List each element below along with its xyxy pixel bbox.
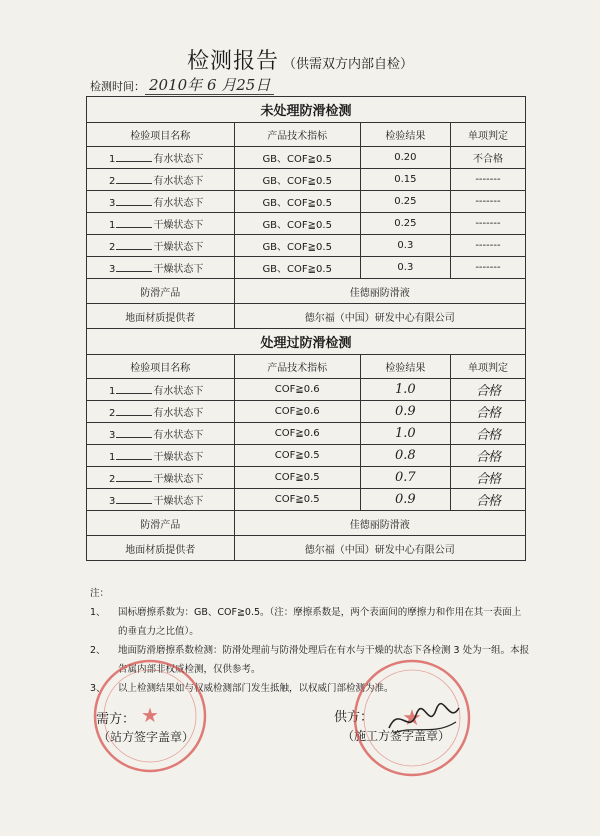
item-number: 1 <box>109 452 116 463</box>
item-number: 2 <box>109 408 116 419</box>
notes-section <box>90 584 530 698</box>
verdict-cell: 不合格 <box>450 147 525 169</box>
verdict-cell: 合格 <box>450 489 525 511</box>
note-item <box>90 641 530 679</box>
blank-line <box>116 450 152 460</box>
item-number: 2 <box>109 176 116 187</box>
table-row <box>87 191 526 213</box>
result-cell: 0.20 <box>360 147 450 169</box>
column-header: 产品技术指标 <box>234 355 360 379</box>
item-condition: 有水状态下 <box>153 198 204 209</box>
table-row <box>87 169 526 191</box>
table-row <box>87 147 526 169</box>
result-cell: 0.25 <box>360 191 450 213</box>
item-name-cell <box>87 445 235 467</box>
item-name-cell <box>87 489 235 511</box>
item-number: 3 <box>109 496 116 507</box>
note-item <box>90 679 530 698</box>
item-name-cell <box>87 257 235 279</box>
spec-cell: COF≧0.6 <box>234 423 360 445</box>
table-row <box>87 489 526 511</box>
note-text: 地面防滑磨擦系数检测：防滑处理前与防滑处理后在有水与干燥的状态下各检测 3 处为一组。本报告属内部非权威检测，仅供参考。 <box>118 645 530 675</box>
supply-signature-sub: （施工方签字盖章） <box>342 729 451 743</box>
item-condition: 干燥状态下 <box>153 474 204 485</box>
verdict-cell: ------- <box>450 191 525 213</box>
table-row <box>87 235 526 257</box>
spec-cell: GB、COF≧0.5 <box>234 257 360 279</box>
product-value: 佳德丽防滑液 <box>234 511 525 536</box>
title-main: 检测报告 <box>186 49 279 74</box>
note-item <box>90 603 530 641</box>
item-number: 1 <box>109 220 116 231</box>
blank-line <box>116 196 152 206</box>
verdict-cell: 合格 <box>450 379 525 401</box>
result-cell: 1.0 <box>360 379 450 401</box>
item-name-cell <box>87 213 235 235</box>
item-condition: 干燥状态下 <box>153 264 204 275</box>
title-subtitle: （供需双方内部自检） <box>283 57 414 72</box>
item-condition: 有水状态下 <box>153 154 204 165</box>
spec-cell: GB、COF≧0.5 <box>234 169 360 191</box>
blank-line <box>116 406 152 416</box>
result-cell: 1.0 <box>360 423 450 445</box>
spec-cell: COF≧0.5 <box>234 445 360 467</box>
result-cell: 0.9 <box>360 401 450 423</box>
treated-title-row <box>87 329 526 355</box>
untreated-provider-row <box>87 304 526 329</box>
inspection-date <box>90 74 274 95</box>
treated-header-row <box>87 355 526 379</box>
verdict-cell: ------- <box>450 213 525 235</box>
blank-line <box>116 472 152 482</box>
blank-line <box>116 262 152 272</box>
blank-line <box>116 152 152 162</box>
item-condition: 干燥状态下 <box>153 452 204 463</box>
item-name-cell <box>87 379 235 401</box>
untreated-product-row <box>87 279 526 304</box>
product-value: 佳德丽防滑液 <box>234 279 525 304</box>
treated-provider-row <box>87 536 526 561</box>
item-number: 3 <box>109 430 116 441</box>
spec-cell: COF≧0.5 <box>234 467 360 489</box>
table-row <box>87 467 526 489</box>
table-row <box>87 257 526 279</box>
svg-text:★: ★ <box>402 706 422 731</box>
treated-section-title: 处理过防滑检测 <box>87 329 526 355</box>
untreated-section-title: 未处理防滑检测 <box>87 97 526 123</box>
untreated-header-row <box>87 123 526 147</box>
column-header: 单项判定 <box>450 355 525 379</box>
result-cell: 0.9 <box>360 489 450 511</box>
spec-cell: GB、COF≧0.5 <box>234 235 360 257</box>
column-header: 检验项目名称 <box>87 123 235 147</box>
item-condition: 有水状态下 <box>153 176 204 187</box>
column-header: 检验项目名称 <box>87 355 235 379</box>
table-row <box>87 423 526 445</box>
spec-cell: GB、COF≧0.5 <box>234 147 360 169</box>
provider-value: 德尔福（中国）研发中心有限公司 <box>234 304 525 329</box>
note-number: 2、 <box>90 645 106 656</box>
spec-cell: GB、COF≧0.5 <box>234 213 360 235</box>
blank-line <box>116 428 152 438</box>
verdict-cell: ------- <box>450 235 525 257</box>
result-cell: 0.8 <box>360 445 450 467</box>
blank-line <box>116 494 152 504</box>
item-name-cell <box>87 147 235 169</box>
result-cell: 0.25 <box>360 213 450 235</box>
verdict-cell: ------- <box>450 169 525 191</box>
verdict-cell: ------- <box>450 257 525 279</box>
notes-label: 注： <box>90 588 110 599</box>
item-name-cell <box>87 467 235 489</box>
item-name-cell <box>87 401 235 423</box>
provider-label: 地面材质提供者 <box>87 536 235 561</box>
table-row <box>87 401 526 423</box>
item-number: 1 <box>109 154 116 165</box>
supply-signature-label: 供方： <box>334 710 374 725</box>
item-condition: 有水状态下 <box>153 430 204 441</box>
column-header: 检验结果 <box>360 355 450 379</box>
provider-label: 地面材质提供者 <box>87 304 235 329</box>
item-condition: 有水状态下 <box>153 386 204 397</box>
item-number: 2 <box>109 242 116 253</box>
column-header: 产品技术指标 <box>234 123 360 147</box>
treated-product-row <box>87 511 526 536</box>
provider-value: 德尔福（中国）研发中心有限公司 <box>234 536 525 561</box>
column-header: 单项判定 <box>450 123 525 147</box>
verdict-cell: 合格 <box>450 467 525 489</box>
demand-signature-sub: （站方签字盖章） <box>98 730 195 744</box>
verdict-cell: 合格 <box>450 423 525 445</box>
product-label: 防滑产品 <box>87 279 235 304</box>
table-row <box>87 445 526 467</box>
item-number: 2 <box>109 474 116 485</box>
result-cell: 0.3 <box>360 235 450 257</box>
blank-line <box>116 218 152 228</box>
column-header: 检验结果 <box>360 123 450 147</box>
date-label: 检测时间： <box>90 80 145 93</box>
table-row <box>87 379 526 401</box>
item-condition: 干燥状态下 <box>153 496 204 507</box>
result-cell: 0.15 <box>360 169 450 191</box>
item-name-cell <box>87 235 235 257</box>
report-table <box>86 96 526 561</box>
item-name-cell <box>87 191 235 213</box>
verdict-cell: 合格 <box>450 445 525 467</box>
blank-line <box>116 240 152 250</box>
result-cell: 0.3 <box>360 257 450 279</box>
spec-cell: COF≧0.6 <box>234 401 360 423</box>
item-condition: 干燥状态下 <box>153 220 204 231</box>
note-text: 以上检测结果如与权威检测部门发生抵触，以权威门部检测为准。 <box>118 683 394 694</box>
item-condition: 干燥状态下 <box>153 242 204 253</box>
blank-line <box>116 384 152 394</box>
result-cell: 0.7 <box>360 467 450 489</box>
spec-cell: GB、COF≧0.5 <box>234 191 360 213</box>
demand-signature-label: 需方： <box>96 712 136 727</box>
item-number: 3 <box>109 198 116 209</box>
item-name-cell <box>87 423 235 445</box>
item-condition: 有水状态下 <box>153 408 204 419</box>
svg-text:★: ★ <box>141 703 159 727</box>
item-name-cell <box>87 169 235 191</box>
spec-cell: COF≧0.6 <box>234 379 360 401</box>
product-label: 防滑产品 <box>87 511 235 536</box>
blank-line <box>116 174 152 184</box>
date-value: 2010年 6 月25日 <box>145 76 274 95</box>
spec-cell: COF≧0.5 <box>234 489 360 511</box>
untreated-title-row <box>87 97 526 123</box>
note-text: 国标磨擦系数为：GB、COF≧0.5。（注：摩擦系数是，两个表面间的摩擦力和作用在其一表面上的垂直力之比值）。 <box>118 607 522 637</box>
note-number: 1、 <box>90 607 106 618</box>
item-number: 1 <box>109 386 116 397</box>
item-number: 3 <box>109 264 116 275</box>
report-title <box>0 44 600 75</box>
verdict-cell: 合格 <box>450 401 525 423</box>
table-row <box>87 213 526 235</box>
note-number: 3、 <box>90 683 106 694</box>
